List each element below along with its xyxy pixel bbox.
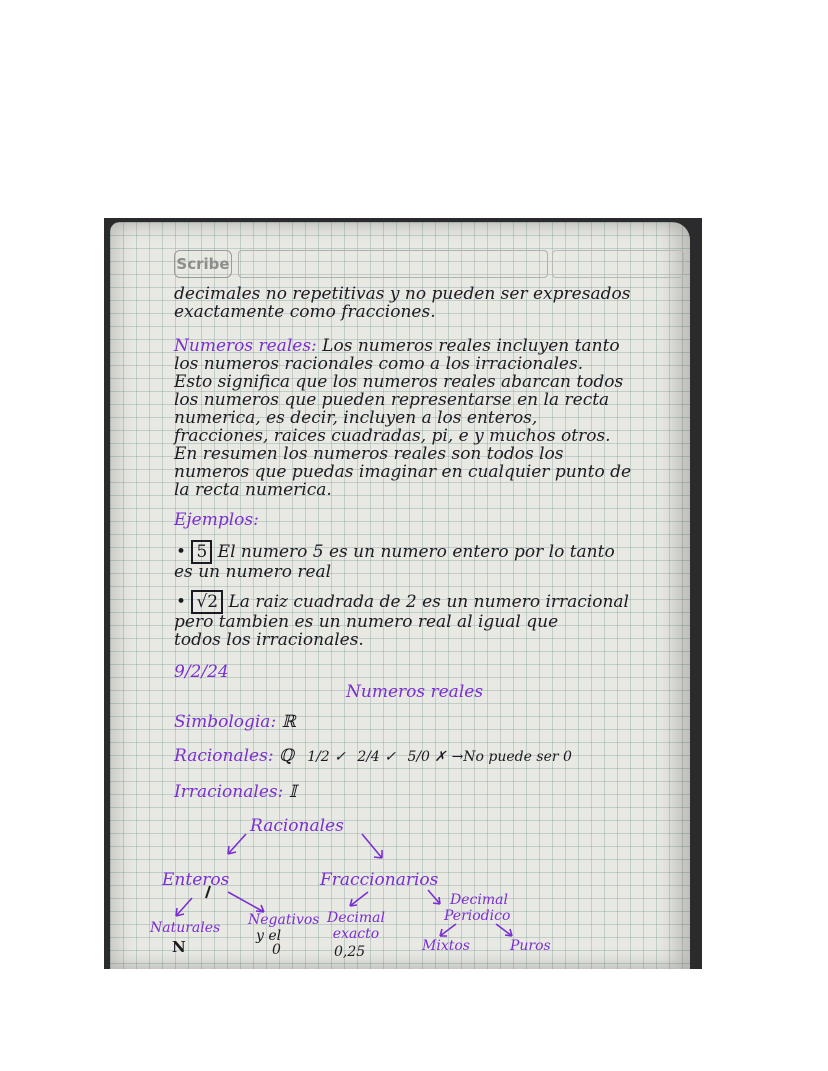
rational-example: 5/0 ✗ bbox=[407, 749, 447, 765]
arrow-root-to-fraccionarios bbox=[362, 834, 382, 858]
example-1-box: 5 bbox=[191, 540, 212, 564]
arrow-periodico-to-puros bbox=[496, 924, 512, 936]
arrow-periodico-to-mixtos bbox=[440, 924, 456, 936]
diagram-decimal-exacto: Decimal exacto bbox=[327, 910, 385, 942]
examples-heading: Ejemplos: bbox=[174, 510, 259, 530]
irrational-symbol: 𝕀 bbox=[288, 782, 297, 802]
example-2-line: pero tambien es un numero real al igual que bbox=[174, 612, 559, 632]
arrow-enteros-to-negativos bbox=[228, 892, 264, 912]
rational-note: →No puede ser 0 bbox=[451, 749, 572, 765]
rational-example: 2/4 ✓ bbox=[357, 749, 397, 765]
definition-term: Numeros reales: bbox=[174, 336, 317, 356]
rational-example: 1/2 ✓ bbox=[307, 749, 346, 765]
example-2-box: √2 bbox=[191, 590, 223, 614]
notebook-page bbox=[110, 222, 690, 969]
definition-line: los numeros que pueden representarse en la recta bbox=[174, 390, 610, 410]
arrow-fraccionarios-to-decimal-exacto bbox=[350, 892, 368, 906]
diagram-root: Racionales bbox=[250, 816, 344, 836]
example-1-line: es un numero real bbox=[174, 562, 332, 582]
intro-line-1: decimales no repetitivas y no pueden ser expresados bbox=[174, 284, 631, 304]
diagram-fraccionarios: Fraccionarios bbox=[320, 870, 439, 890]
arrow-enteros-to-naturales bbox=[176, 898, 192, 916]
definition-line: numerica, es decir, incluyen a los enteros, bbox=[174, 408, 538, 428]
lesson-date: 9/2/24 bbox=[174, 662, 229, 682]
arrow-root-to-enteros bbox=[228, 834, 246, 854]
diagram-negativos-note: y el bbox=[256, 928, 282, 944]
rational-label: Racionales: bbox=[174, 746, 274, 766]
definition-line: fracciones, raices cuadradas, pi, e y muchos otros. bbox=[174, 426, 611, 446]
diagram-mixtos: Mixtos bbox=[422, 938, 470, 954]
rational-symbol: ℚ bbox=[278, 746, 294, 766]
arrow-fraccionarios-to-decimal-periodico bbox=[428, 890, 440, 904]
diagram-negativos-zero: 0 bbox=[272, 942, 281, 958]
definition-line: Esto significa que los numeros reales abarcan todos bbox=[174, 372, 624, 392]
diagram-naturales-symbol: N bbox=[172, 938, 186, 956]
definition-line: En resumen los numeros reales son todos los bbox=[174, 444, 564, 464]
bullet-icon: • bbox=[176, 542, 187, 562]
irrational-label: Irracionales: bbox=[174, 782, 284, 802]
definition-line: numeros que puedas imaginar en cualquier punto de bbox=[174, 462, 632, 482]
diagram-negativos: Negativos bbox=[248, 912, 320, 928]
diagram-decimal-exacto-example: 0,25 bbox=[334, 944, 366, 960]
example-2-text: La raiz cuadrada de 2 es un numero irracional bbox=[228, 592, 629, 612]
notebook-photo bbox=[104, 218, 702, 969]
diagram-arrows bbox=[110, 222, 690, 969]
definition-first-rest: Los numeros reales incluyen tanto bbox=[322, 336, 620, 356]
symbology-label: Simbologia: bbox=[174, 712, 277, 732]
brand-logo: Scribe bbox=[174, 250, 232, 278]
symbology-symbol: ℝ bbox=[281, 712, 296, 732]
diagram-decimal-periodico-1: Decimal bbox=[450, 892, 508, 908]
diagram-naturales: Naturales bbox=[150, 920, 221, 936]
intro-line-2: exactamente como fracciones. bbox=[174, 302, 436, 322]
example-1-text: El numero 5 es un numero entero por lo tanto bbox=[217, 542, 615, 562]
diagram-puros: Puros bbox=[510, 938, 551, 954]
diagram-decimal-periodico-2: Periodico bbox=[444, 908, 511, 924]
lesson-title: Numeros reales bbox=[346, 682, 484, 702]
definition-line: los numeros racionales como a los irracionales. bbox=[174, 354, 584, 374]
example-2-line: todos los irracionales. bbox=[174, 630, 364, 650]
diagram-enteros: Enteros bbox=[162, 870, 230, 890]
definition-line: la recta numerica. bbox=[174, 480, 332, 500]
bullet-icon: • bbox=[176, 592, 187, 612]
